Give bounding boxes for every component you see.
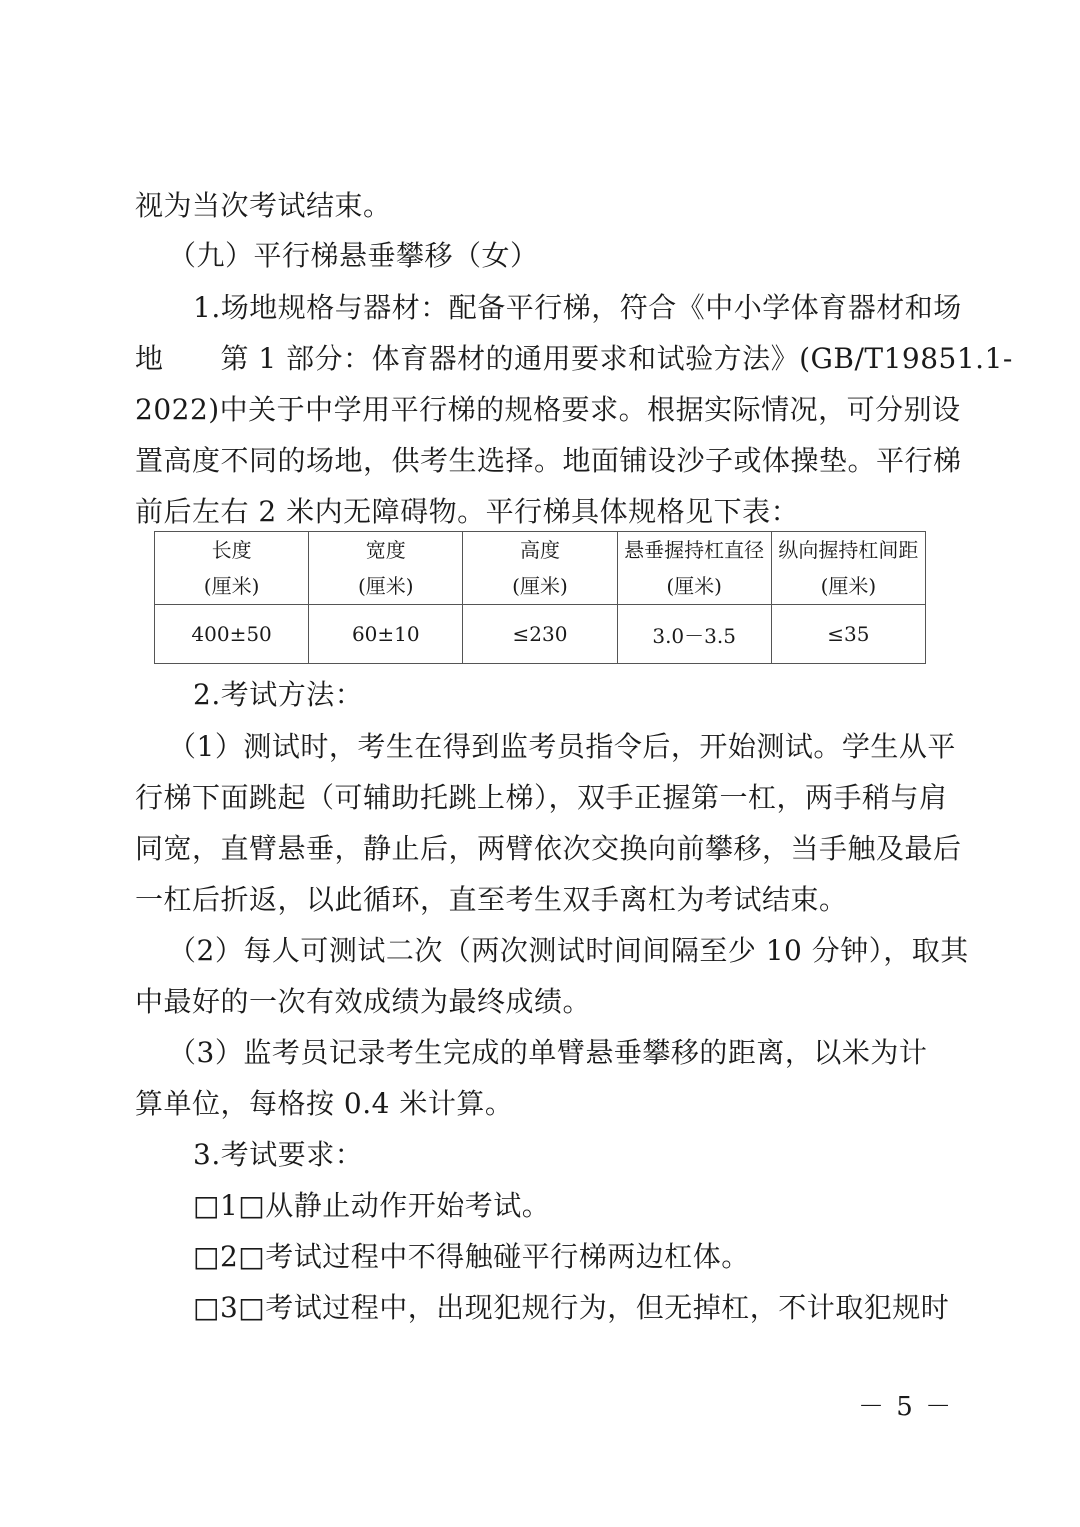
table-cell: ≤35 bbox=[771, 605, 925, 664]
table-cell: 60±10 bbox=[309, 605, 463, 664]
page-number: － 5 － bbox=[858, 1392, 954, 1422]
table-row bbox=[155, 605, 926, 664]
table-cell: 3.0－3.5 bbox=[617, 605, 771, 664]
header-cell: 长度 (厘米) bbox=[155, 532, 309, 605]
table-cell: ≤230 bbox=[463, 605, 617, 664]
header-cell: 悬垂握持杠直径 (厘米) bbox=[617, 532, 771, 605]
paragraph-line: （2）每人可测试二次（两次测试时间间隔至少 10 分钟），取其 bbox=[168, 934, 969, 967]
paragraph-line: 1.场地规格与器材：配备平行梯，符合《中小学体育器材和场 bbox=[193, 291, 962, 324]
paragraph-line: 地 第 1 部分：体育器材的通用要求和试验方法》(GB/T19851.1- bbox=[135, 342, 1013, 375]
paragraph-line: （3）监考员记录考生完成的单臂悬垂攀移的距离，以米为计 bbox=[168, 1036, 928, 1069]
table-cell: 400±50 bbox=[155, 605, 309, 664]
paragraph-line: （1）测试时，考生在得到监考员指令后，开始测试。学生从平 bbox=[168, 730, 956, 763]
paragraph-line: 视为当次考试结束。 bbox=[135, 189, 392, 222]
paragraph-line: 算单位，每格按 0.4 米计算。 bbox=[135, 1087, 514, 1120]
list-item: □3□考试过程中，出现犯规行为，但无掉杠，不计取犯规时 bbox=[193, 1291, 950, 1324]
paragraph-line: 一杠后折返，以此循环，直至考生双手离杠为考试结束。 bbox=[135, 883, 848, 916]
section-heading: 2.考试方法： bbox=[193, 678, 364, 711]
header-cell: 宽度 (厘米) bbox=[309, 532, 463, 605]
paragraph-line: 同宽，直臂悬垂，静止后，两臂依次交换向前攀移，当手触及最后 bbox=[135, 832, 962, 865]
paragraph-line: 行梯下面跳起（可辅助托跳上梯），双手正握第一杠，两手稍与肩 bbox=[135, 781, 948, 814]
list-item: □1□从静止动作开始考试。 bbox=[193, 1189, 551, 1222]
table-header-row bbox=[155, 532, 926, 605]
paragraph-line: 中最好的一次有效成绩为最终成绩。 bbox=[135, 985, 592, 1018]
paragraph-line: 置高度不同的场地，供考生选择。地面铺设沙子或体操垫。平行梯 bbox=[135, 444, 962, 477]
section-heading: （九）平行梯悬垂攀移（女） bbox=[168, 239, 539, 272]
section-heading: 3.考试要求： bbox=[193, 1138, 364, 1171]
spec-table bbox=[154, 531, 926, 664]
paragraph-line: 2022)中关于中学用平行梯的规格要求。根据实际情况，可分别设 bbox=[135, 393, 961, 426]
paragraph-line: 前后左右 2 米内无障碍物。平行梯具体规格见下表： bbox=[135, 495, 800, 528]
header-cell: 纵向握持杠间距 (厘米) bbox=[771, 532, 925, 605]
list-item: □2□考试过程中不得触碰平行梯两边杠体。 bbox=[193, 1240, 750, 1273]
header-cell: 高度 (厘米) bbox=[463, 532, 617, 605]
